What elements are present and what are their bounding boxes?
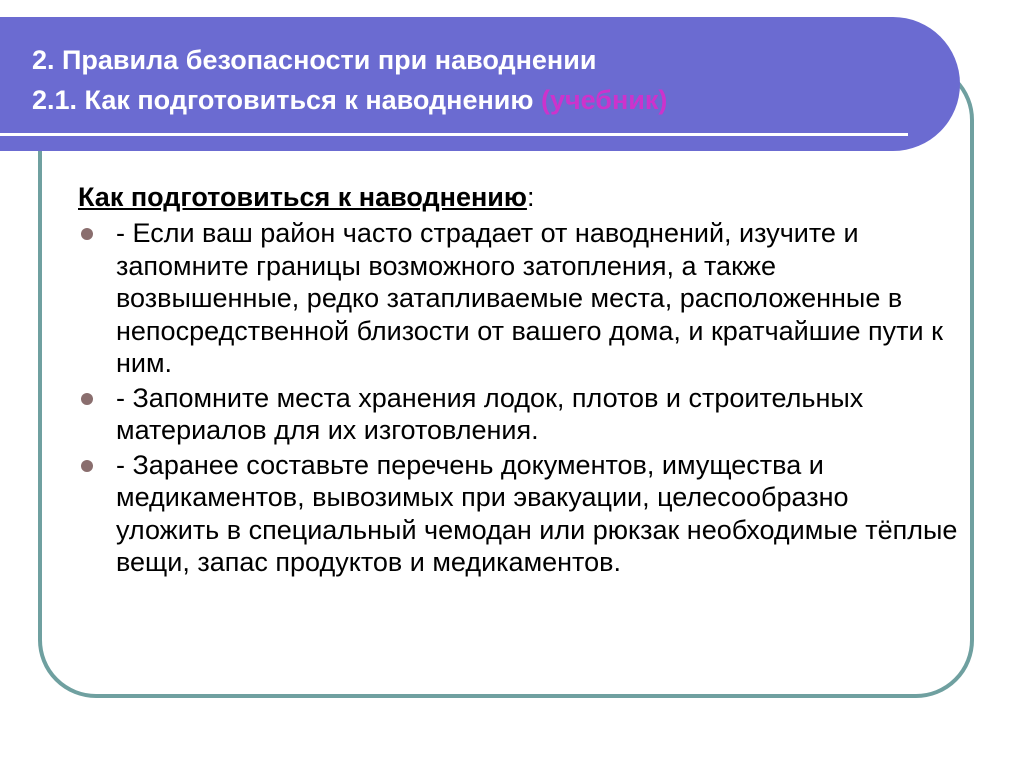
section-heading-colon: : xyxy=(526,182,535,212)
slide-title-line-1: 2. Правила безопасности при наводнении xyxy=(32,45,597,75)
bullet-dot-icon xyxy=(81,393,93,405)
list-item xyxy=(78,217,958,380)
slide-title-main: 2.1. Как подготовиться к наводнению xyxy=(32,85,541,115)
list-item xyxy=(78,449,958,579)
title-bar xyxy=(0,17,960,151)
list-item-text: - Запомните места хранения лодок, плотов и строительных материалов для их изготовления. xyxy=(116,382,864,445)
title-underline xyxy=(0,133,908,136)
textbook-link[interactable]: (учебник) xyxy=(540,85,668,115)
slide-title-line-2 xyxy=(32,83,667,117)
section-heading xyxy=(78,180,958,214)
section-heading-text: Как подготовиться к наводнению xyxy=(78,182,527,212)
list-item xyxy=(78,382,958,447)
list-item-text: - Заранее составьте перечень документов, имущества и медикаментов, вывозимых при эвакуации, целесообразно уложить в специальный чемодан или рюкзак необходимые тёплые вещи, запас продуктов и медикаментов. xyxy=(116,449,958,577)
content-area xyxy=(78,180,958,581)
bullet-dot-icon xyxy=(81,460,93,472)
bullet-dot-icon xyxy=(81,228,93,240)
list-item-text: - Если ваш район часто страдает от наводнений, изучите и запомните границы возможного затопления, а также возвышенные, редко затапливаемые места, расположенные в непосредственной близости от вашего дома, и кратчайшие пути к ним. xyxy=(116,218,943,378)
